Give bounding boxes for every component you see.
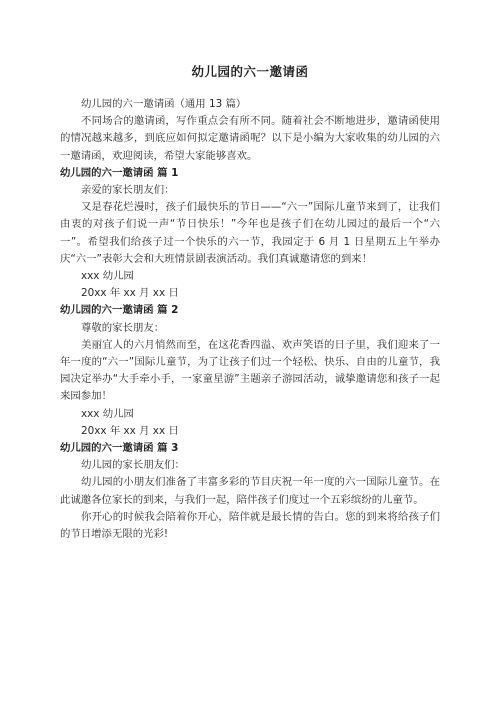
section-date-2: 20xx 年 xx 月 xx 日 <box>81 424 179 437</box>
section-heading-3: 幼儿园的六一邀请函 篇 3 <box>60 442 179 455</box>
section-body-2: 美丽宜人的六月悄然而至，在这花香四溢、欢声笑语的日子里，我们迎来了一年一度的“六一”国际儿童节，为了让孩子们过一个轻松、快乐、自由的儿童节，我园决定举办“大手牵小手，一家童星游”主题亲子游园活动，诚挚邀请您和孩子一起来园参加！ <box>60 338 440 403</box>
section-body-1: 又是春花烂漫时，孩子们最快乐的节日——“六一”国际儿童节来到了，让我们由衷的对孩子们说一声“节日快乐！”今年也是孩子们在幼儿园过的最后一个“六一”。希望我们给孩子过一个快乐的六一节，我园定于 6 月 1 日星期五上午举办庆“六一”表彰大会和大班情景剧表演活动。我们真诚邀请您的到来！ <box>60 201 440 265</box>
intro-paragraph: 不同场合的邀请函，写作重点会有所不同。随着社会不断地进步，邀请函使用的情况越来越多，到底应如何拟定邀请函呢？以下是小编为大家收集的幼儿园的六一邀请函，欢迎阅读，希望大家能够喜欢。 <box>60 115 440 162</box>
section-date-1: 20xx 年 xx 月 xx 日 <box>81 287 179 300</box>
document-page <box>60 62 440 543</box>
section-body-3b: 你开心的时候我会陪着你开心，陪伴就是最长情的告白。您的到来将给孩子们的节日增添无限的光彩! <box>60 510 440 541</box>
section-heading-1: 幼儿园的六一邀请函 篇 1 <box>60 166 179 179</box>
document-subtitle: 幼儿园的六一邀请函（通用 13 篇） <box>81 98 247 110</box>
section-signature-1: xxx 幼儿园 <box>81 270 134 283</box>
section-body-3: 幼儿园的小朋友们准备了丰富多彩的节目庆祝一年一度的六一国际儿童节。在此诚邀各位家长的到来，与我们一起，陪伴孩子们度过一个五彩缤纷的儿童节。 <box>60 476 440 506</box>
section-signature-2: xxx 幼儿园 <box>81 407 134 420</box>
document-title: 幼儿园的六一邀请函 <box>191 64 309 79</box>
section-greeting-3: 幼儿园的家长朋友们： <box>81 459 185 472</box>
section-heading-2: 幼儿园的六一邀请函 篇 2 <box>60 304 179 317</box>
section-greeting-1: 亲爱的家长朋友们： <box>81 184 175 197</box>
section-greeting-2: 尊敬的家长朋友： <box>81 321 165 334</box>
